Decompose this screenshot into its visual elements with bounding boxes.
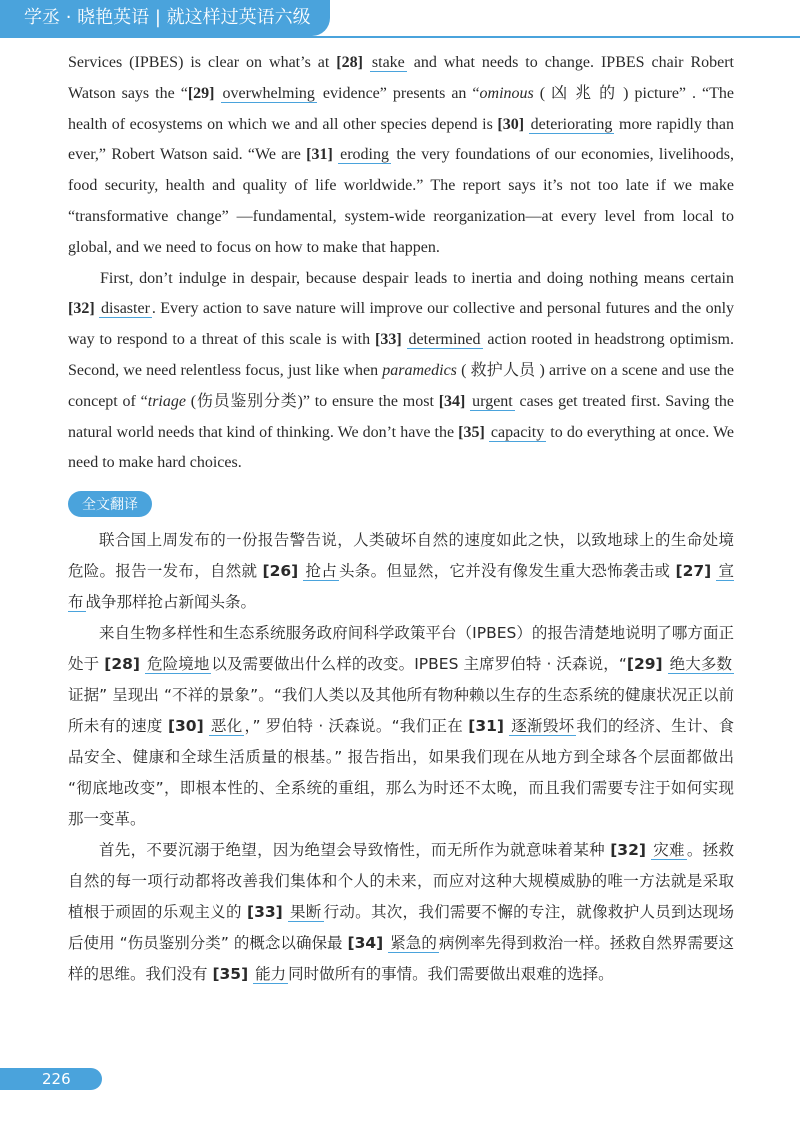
translation-paragraph-3: 首先，不要沉溺于绝望，因为绝望会导致惰性，而无所作为就意味着某种 [32] 灾难 。拯救自然的每一项行动都将改善我们集体和个人的未来，而应对这种大规模威胁的唯一方法就是采取植根于顽固的乐观主义的 [33] 果断 行动。其次，我们需要不懈的专注，就像救护人员到达现场后使用 “伤员鉴别分类” 的概念以确保最 [34] 紧急的 病例率先得到救治一样。拯救自然界需要这样的思维。我们没有 [35] 能力 同时做所有的事情。我们需要做出艰难的选择。	[68, 841, 734, 984]
blank-number: [30]	[167, 717, 204, 736]
answer-word: 危险境地	[147, 655, 210, 674]
blank-number: [26]	[262, 562, 299, 581]
answer-word: 紧急的	[390, 934, 437, 953]
italic-term: triage	[147, 392, 186, 410]
blank-number: [31]	[306, 146, 333, 164]
italic-term: paramedics	[382, 361, 457, 379]
blank-number: [35]	[458, 423, 485, 441]
blank-number: [32]	[68, 300, 95, 318]
answer-word: 宣布	[68, 562, 734, 612]
answer-word: stake	[371, 54, 405, 71]
answer-word: urgent	[472, 392, 513, 410]
answer-word: 灾难	[653, 841, 685, 860]
answer-word: 恶化	[210, 717, 243, 736]
answer-word: eroding	[340, 146, 389, 164]
page-content	[68, 48, 734, 990]
answer-word: 抢占	[305, 562, 338, 581]
answer-word: 能力	[255, 965, 287, 984]
answer-word: overwhelming	[222, 84, 315, 102]
answer-word: 绝大多数	[669, 655, 732, 674]
running-header	[0, 0, 330, 36]
blank-number: [33]	[375, 331, 402, 349]
translation-tag: 全文翻译	[68, 491, 152, 517]
blank-number: [30]	[497, 115, 525, 133]
blank-number: [29]	[187, 84, 215, 102]
blank-number: [28]	[336, 54, 363, 71]
translation-paragraph-2: 来自生物多样性和生态系统服务政府间科学政策平台（IPBES）的报告清楚地说明了哪方面正处于 [28] 危险境地 以及需要做出什么样的改变。IPBES 主席罗伯特 · 沃森说，“[29] 绝大多数证据” 呈现出 “不祥的景象”。“我们人类以及其他所有物种赖以生存的生态系统的健康状况正以前所未有的速度 [30] 恶化 ，” 罗伯特 · 沃森说。“我们正在 [31] 逐渐毁坏 我们的经济、生计、食品安全、健康和全球生活质量的根基。” 报告指出，如果我们现在从地方到全球各个层面都做出 “彻底地改变”，即根本性的、全系统的重组，那么为时还不太晚，而且我们需要专注于如何实现那一变革。	[68, 624, 734, 829]
page-number-badge	[0, 1068, 102, 1090]
header-title: 学丞 · 晓艳英语 | 就这样过英语六级	[24, 7, 311, 28]
answer-word: 果断	[289, 903, 322, 922]
answer-word: 逐渐毁坏	[511, 717, 575, 736]
blank-number: [29]	[626, 655, 663, 674]
blank-number: [33]	[246, 903, 283, 922]
header-divider	[0, 36, 800, 38]
passage-paragraph-1: Services (IPBES) is clear on what’s at [28] stake and what needs to change. IPBES chair Robert Watson says the “[29] overwhelming evidence” presents an “ominous ( 凶 兆 的 ) picture” . “The health of ecosystems on which we and all other species depend is [30] deteriorating more rapidly than ever,” Robert Watson said. “We are [31] eroding the very foundations of our economies, livelihoods, food security, health and quality of life worldwide.” The report says it’s not too late if we make “transformative change” —fundamental, system-wide reorganization—at every level from local to global, and we need to focus on how to make that happen.	[68, 54, 735, 256]
page-number: 226	[42, 1070, 71, 1088]
blank-number: [32]	[610, 841, 646, 860]
italic-term: ominous	[479, 84, 534, 102]
answer-word: deteriorating	[530, 115, 613, 133]
blank-number: [28]	[104, 655, 140, 674]
blank-number: [27]	[675, 562, 712, 581]
passage-paragraph-2: First, don’t indulge in despair, because despair leads to inertia and doing nothing means certain [32] disaster . Every action to save nature will improve our collective and personal futures and the only way to respond to a threat of this scale is with [33] determined action rooted in headstrong optimism. Second, we need relentless focus, just like when paramedics ( 救护人员 ) arrive on a scene and use the concept of “triage (伤员鉴别分类)” to ensure the most [34] urgent cases get treated first. Saving the natural world needs that kind of thinking. We don’t have the [35] capacity to do everything at once. We need to make hard choices.	[68, 269, 735, 472]
blank-number: [34]	[438, 392, 466, 410]
blank-number: [31]	[468, 717, 505, 736]
blank-number: [35]	[212, 965, 249, 984]
answer-word: capacity	[490, 423, 545, 441]
answer-word: determined	[408, 331, 481, 349]
translation-paragraph-1: 联合国上周发布的一份报告警告说，人类破坏自然的速度如此之快，以致地球上的生命处境危险。报告一发布，自然就 [26] 抢占 头条。但显然，它并没有像发生重大恐怖袭击或 [27] 宣布 战争那样抢占新闻头条。	[68, 531, 734, 612]
answer-word: disaster	[101, 300, 150, 318]
blank-number: [34]	[347, 934, 384, 953]
